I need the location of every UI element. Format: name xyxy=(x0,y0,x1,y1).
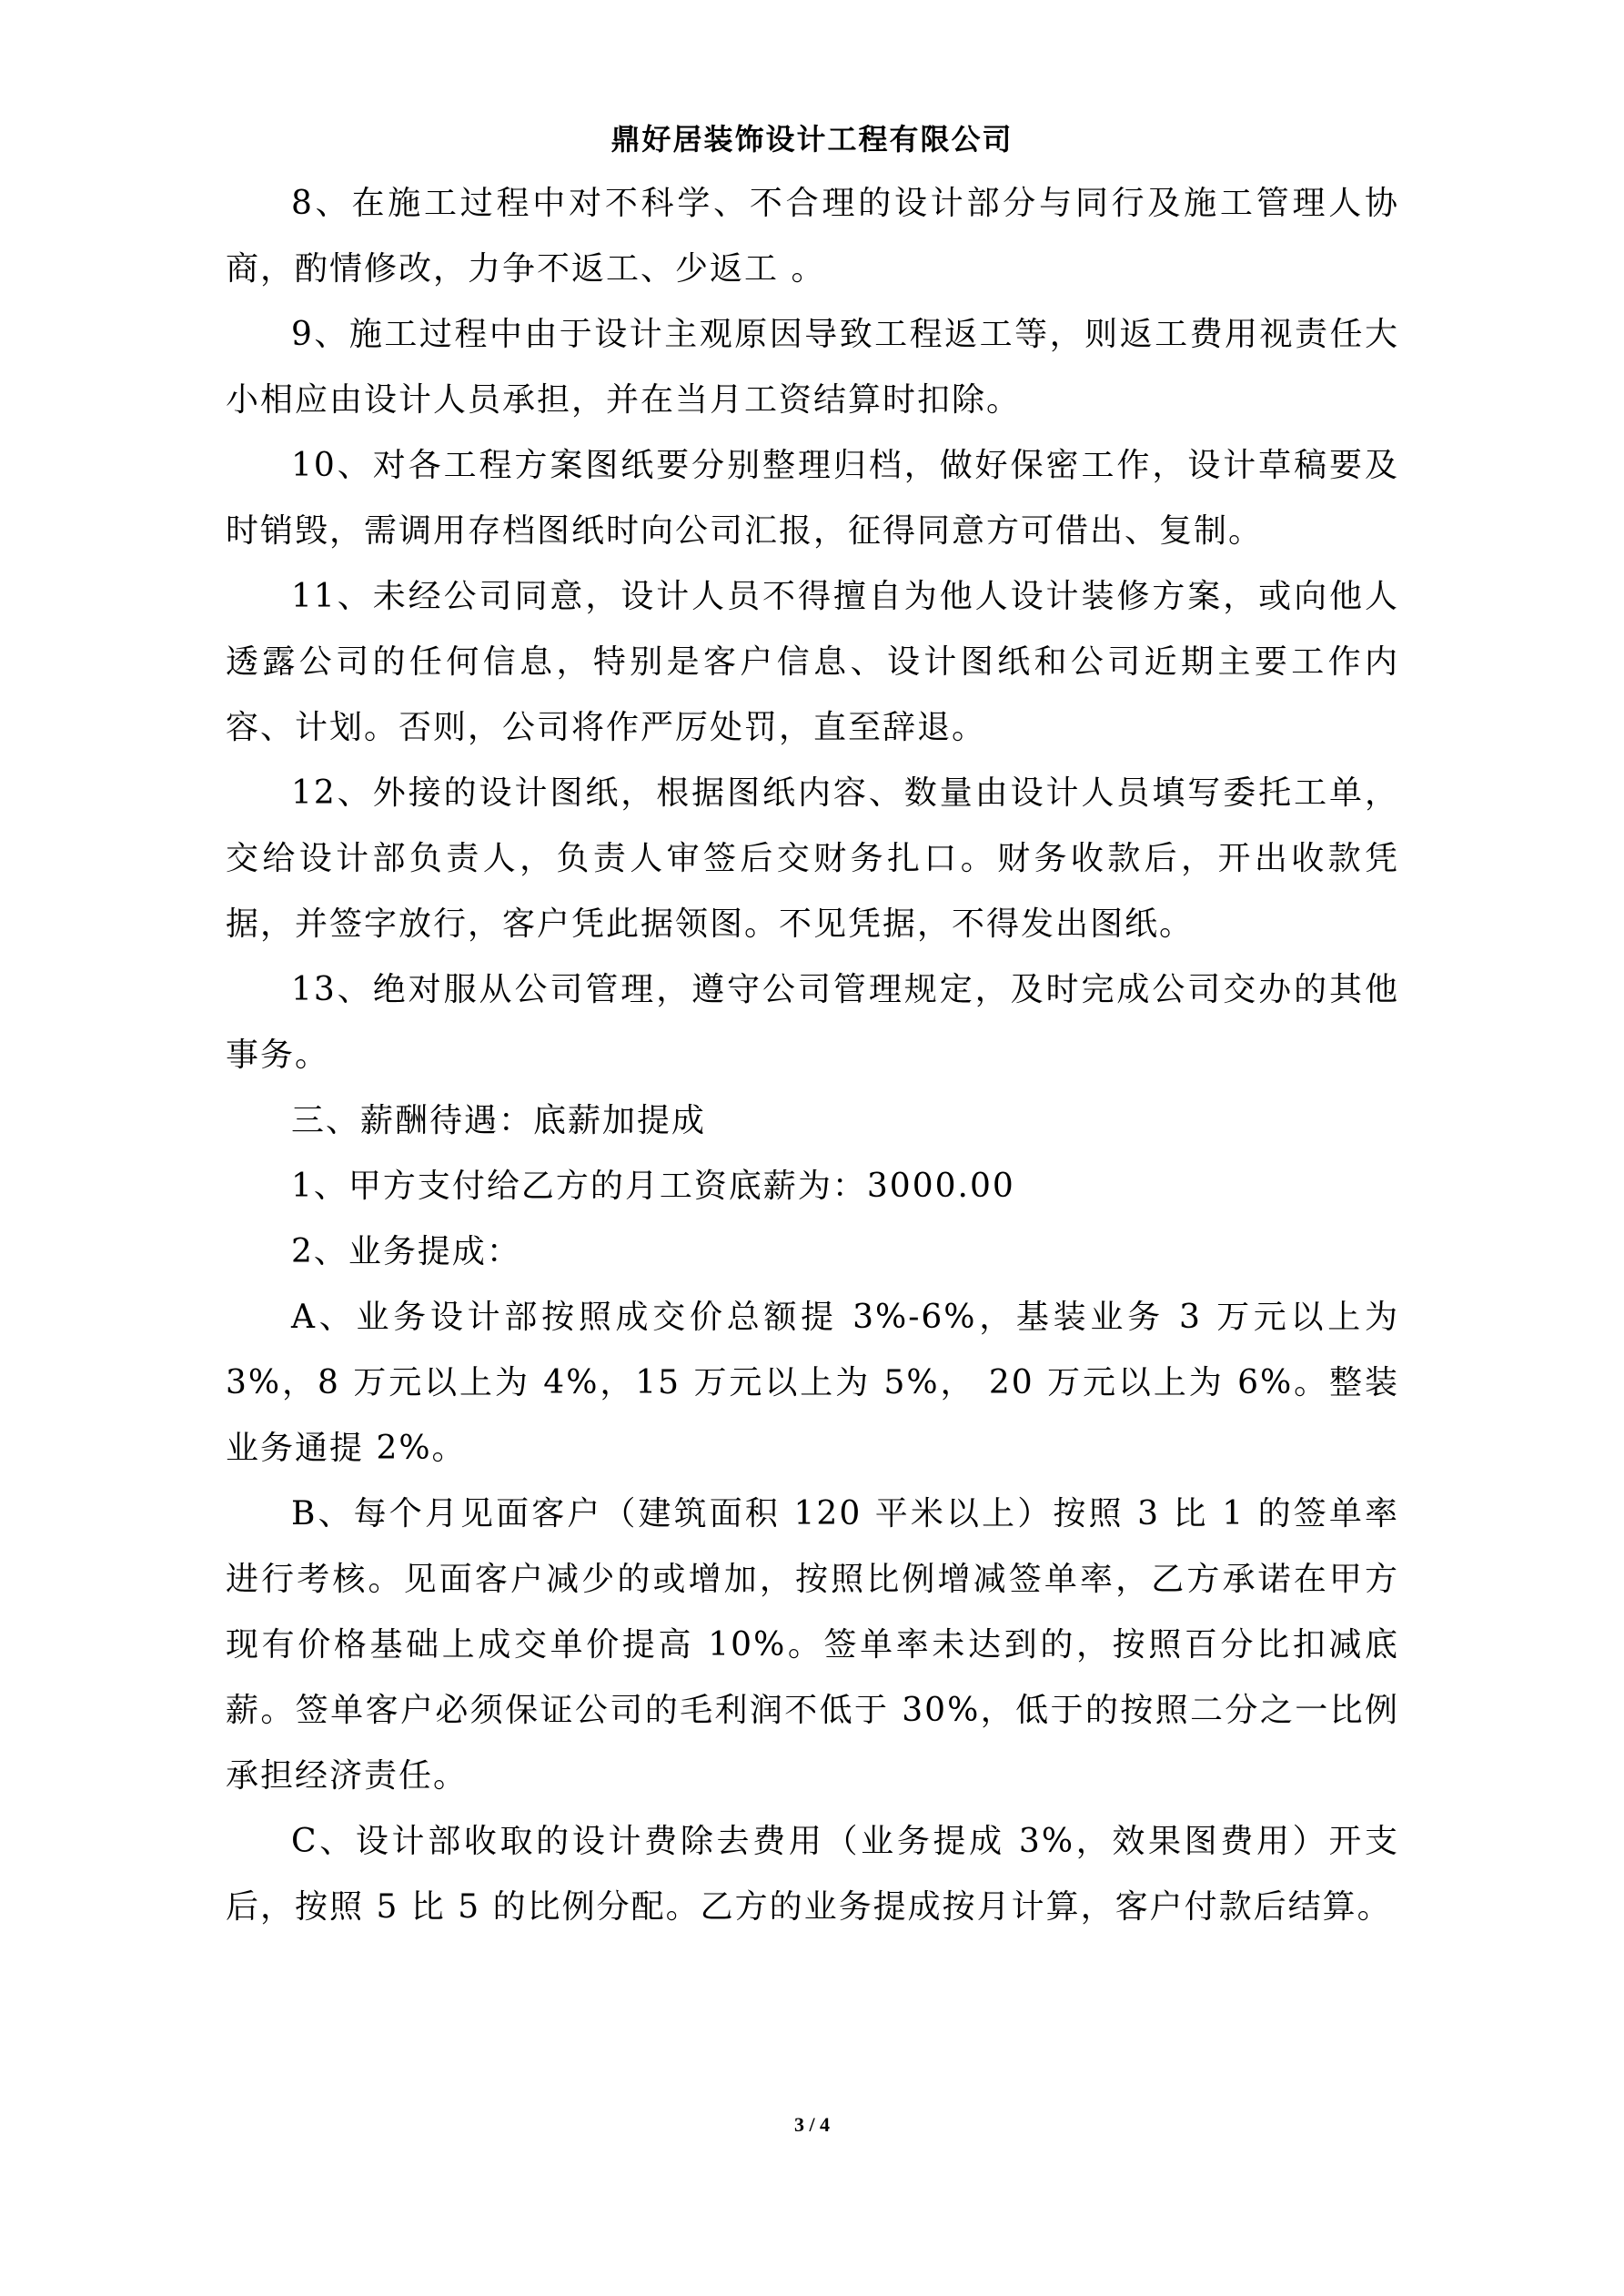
paragraph-item-9: 9、施工过程中由于设计主观原因导致工程返工等，则返工费用视责任大小相应由设计人员承担，并在当月工资结算时扣除。 xyxy=(226,316,1399,419)
paragraph-item-8: 8、在施工过程中对不科学、不合理的设计部分与同行及施工管理人协商，酌情修改，力争不返工、少返工 。 xyxy=(226,185,1399,288)
paragraph-commission-c: C、设计部收取的设计费除去费用（业务提成 3%，效果图费用）开支后，按照 5 比 5 的比例分配。乙方的业务提成按月计算，客户付款后结算。 xyxy=(226,1823,1399,1926)
document-body xyxy=(226,171,1399,1940)
paragraph-commission-b: B、每个月见面客户（建筑面积 120 平米以上）按照 3 比 1 的签单率进行考核。见面客户减少的或增加，按照比例增减签单率，乙方承诺在甲方现有价格基础上成交单价提高 10%。签单率未达到的，按照百分比扣减底薪。签单客户必须保证公司的毛利润不低于 30%，低于的按照二分之一比例承担经济责任。 xyxy=(226,1495,1399,1795)
paragraph-item-13: 13、绝对服从公司管理，遵守公司管理规定，及时完成公司交办的其他事务。 xyxy=(226,971,1399,1074)
paragraph-commission-heading: 2、业务提成： xyxy=(291,1233,521,1270)
company-header: 鼎好居装饰设计工程有限公司 xyxy=(610,122,1014,157)
paragraph-item-12: 12、外接的设计图纸，根据图纸内容、数量由设计人员填写委托工单，交给设计部负责人，负责人审签后交财务扎口。财务收款后，开出收款凭据，并签字放行，客户凭此据领图。不见凭据，不得发出图纸。 xyxy=(226,774,1399,943)
paragraph-item-11: 11、未经公司同意，设计人员不得擅自为他人设计装修方案，或向他人透露公司的任何信息，特别是客户信息、设计图纸和公司近期主要工作内容、计划。否则，公司将作严厉处罚，直至辞退。 xyxy=(226,578,1399,746)
paragraph-commission-a: A、业务设计部按照成交价总额提 3%-6%，基装业务 3 万元以上为 3%，8 万元以上为 4%，15 万元以上为 5%， 20 万元以上为 6%。整装业务通提 2%。 xyxy=(226,1299,1399,1467)
section-heading-salary: 三、薪酬待遇：底薪加提成 xyxy=(291,1102,707,1139)
page-number: 3 / 4 xyxy=(793,2113,831,2136)
paragraph-base-salary: 1、甲方支付给乙方的月工资底薪为：3000.00 xyxy=(291,1168,1015,1205)
paragraph-item-10: 10、对各工程方案图纸要分别整理归档，做好保密工作，设计草稿要及时销毁，需调用存档图纸时向公司汇报，征得同意方可借出、复制。 xyxy=(226,447,1399,550)
